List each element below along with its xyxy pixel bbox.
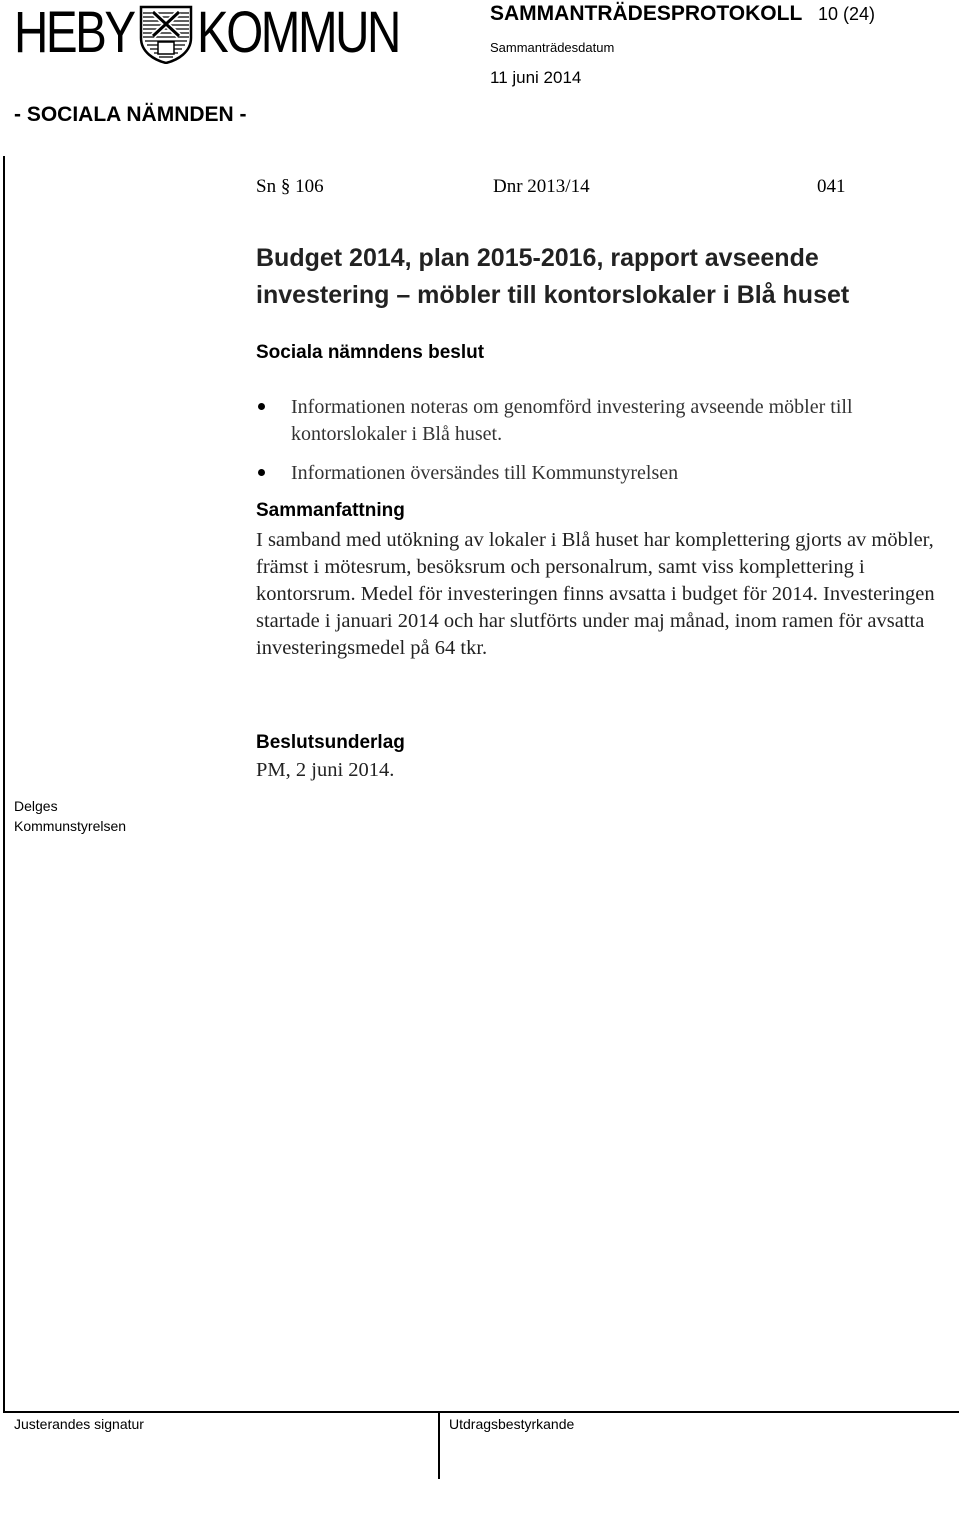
logo-text-heby: HEBY (14, 0, 134, 65)
bullet-icon (258, 403, 265, 410)
case-title: Budget 2014, plan 2015-2016, rapport avseende investering – möbler till kontorslokaler i Blå huset (256, 244, 850, 309)
meeting-date-label: Sammanträdesdatum (490, 40, 615, 55)
basis-heading: Beslutsunderlag (256, 732, 405, 753)
department-name: - SOCIALA NÄMNDEN - (14, 103, 247, 126)
footer-divider (4, 1411, 959, 1413)
basis-text: PM, 2 juni 2014. (256, 759, 395, 781)
margin-divider (3, 156, 5, 1413)
decision-item (256, 394, 916, 448)
distribution-block (14, 796, 126, 836)
bullet-icon (258, 469, 265, 476)
distribution-recipient: Kommunstyrelsen (14, 818, 127, 834)
decision-item-text: Informationen översändes till Kommunstyrelsen (291, 462, 679, 484)
adjuster-signature-label: Justerandes signatur (14, 1416, 144, 1432)
diary-number: Dnr 2013/14 (493, 176, 590, 197)
document-type: SAMMANTRÄDESPROTOKOLL (490, 2, 803, 25)
archive-code: 041 (817, 176, 846, 197)
logo-text-kommun: KOMMUN (197, 0, 399, 65)
meeting-date: 11 juni 2014 (490, 68, 582, 87)
decision-list (256, 394, 916, 499)
decision-item (256, 460, 916, 487)
summary-text: I samband med utökning av lokaler i Blå huset har komplettering gjorts av möbler, främst i mötesrum, besöksrum och personalrum, samt viss komplettering i kontorsrum. Medel för investeringen finns avsatta i budget för 2014. Investeringen startade i januari 2014 och har slutförts under maj månad, inom ramen för avsatta investeringsmedel på 64 tkr. (256, 529, 935, 659)
coat-of-arms-icon (138, 4, 194, 64)
page-number: 10 (24) (818, 4, 876, 24)
extract-certification-label: Utdragsbestyrkande (449, 1416, 575, 1432)
summary-heading: Sammanfattning (256, 500, 405, 521)
distribution-label: Delges (14, 798, 58, 814)
decision-heading: Sociala nämndens beslut (256, 342, 485, 363)
signature-divider (438, 1413, 440, 1479)
section-number: Sn § 106 (256, 176, 324, 197)
decision-item-text: Informationen noteras om genomförd investering avseende möbler till kontorslokaler i Blå huset. (291, 396, 853, 445)
